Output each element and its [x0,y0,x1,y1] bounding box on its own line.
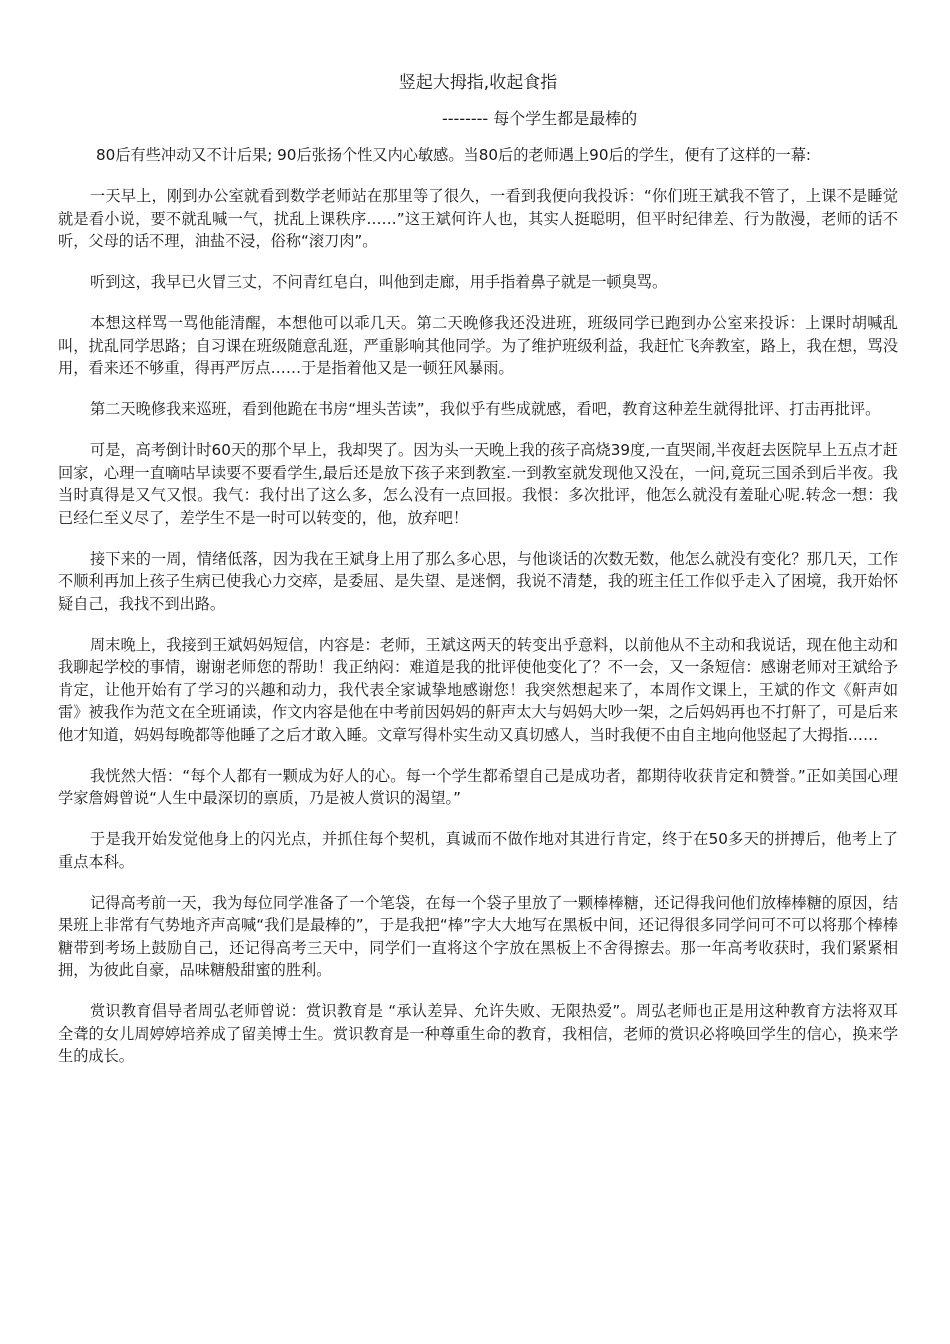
document-page [58,70,898,1086]
paragraph: 第二天晚修我来巡班，看到他跪在书房“埋头苦读”，我似乎有些成就感，看吧，教育这种差生就得批评、打击再批评。 [90,400,881,418]
document-title: 竖起大拇指,收起食指 [398,73,558,93]
paragraph: 记得高考前一天，我为每位同学准备了一个笔袋，在每一个袋子里放了一颗棒棒糖，还记得我问他们放棒棒糖的原因，结果班上非常有气势地齐声高喊“我们是最棒的”，于是我把“棒”字大大地写在黑板中间，还记得很多同学问可不可以将那个棒棒糖带到考场上鼓励自己，还记得高考三天中，同学们一直将这个字放在黑板上不舍得擦去。那一年高考收获时，我们紧紧相拥，为彼此自豪，品味糖般甜蜜的胜利。 [58,893,898,979]
paragraph: 80后有些冲动又不计后果; 90后张扬个性又内心敏感。当80后的老师遇上90后的学生，便有了这样的一幕: [96,146,812,164]
paragraph: 本想这样骂一骂他能清醒，本想他可以乖几天。第二天晚修我还没进班，班级同学已跑到办公室来投诉：上课时胡喊乱叫，扰乱同学思路；自习课在班级随意乱逛，严重影响其他同学。为了维护班级利益，我赶忙飞奔教室，路上，我在想，骂没用，看来还不够重，得再严厉点……于是指着他又是一顿狂风暴雨。 [58,314,898,377]
paragraph: 一天早上，刚到办公室就看到数学老师站在那里等了很久，一看到我便向我投诉：“你们班王斌我不管了，上课不是睡觉就是看小说，要不就乱喊一气，扰乱上课秩序……”这王斌何许人也，其实人挺聪明，但平时纪律差、行为散漫，老师的话不听，父母的话不理，油盐不浸，俗称“滚刀肉”。 [58,187,898,250]
paragraph: 赏识教育倡导者周弘老师曾说：赏识教育是 “承认差异、允许失败、无限热爱”。周弘老师也正是用这种教育方法将双耳全聋的女儿周婷婷培养成了留美博士生。赏识教育是一种尊重生命的教育，我相信，老师的赏识必将唤回学生的信心，换来学生的成长。 [58,1002,898,1065]
document-subtitle: -------- 每个学生都是最棒的 [442,109,638,128]
paragraph: 接下来的一周，情绪低落，因为我在王斌身上用了那么多心思，与他谈话的次数无数，他怎么就没有变化？那几天，工作不顺利再加上孩子生病已使我心力交瘁，是委屈、是失望、是迷惘，我说不清楚，我的班主任工作似乎走入了困境，我开始怀疑自己，我找不到出路。 [58,549,898,613]
paragraph: 听到这，我早已火冒三丈，不问青红皂白，叫他到走廊，用手指着鼻子就是一顿臭骂。 [90,273,668,291]
paragraph: 于是我开始发觉他身上的闪光点，并抓住每个契机，真诚而不做作地对其进行肯定，终于在50多天的拼搏后，他考上了重点本科。 [58,830,898,871]
paragraph: 可是，高考倒计时60天的那个早上，我却哭了。因为头一天晚上我的孩子高烧39度,一直哭闹,半夜赶去医院早上五点才赶回家，心理一直嘀咕早读要不要看学生,最后还是放下孩子来到教室.一到教室就发现他又没在，一问,竟玩三国杀到后半夜。我当时真得是又气又恨。我气：我付出了这么多，怎么没有一点回报。我恨：多次批评，他怎么就没有羞耻心呢.转念一想：我已经仁至义尽了，差学生不是一时可以转变的，他，放弃吧！ [58,441,898,527]
paragraph: 周末晚上，我接到王斌妈妈短信，内容是：老师，王斌这两天的转变出乎意料，以前他从不主动和我说话，现在他主动和我聊起学校的事情，谢谢老师您的帮助！我正纳闷：难道是我的批评使他变化了？不一会，又一条短信：感谢老师对王斌给予肯定，让他开始有了学习的兴趣和动力，我代表全家诚挚地感谢您！我突然想起来了，本周作文课上，王斌的作文《鼾声如雷》被我作为范文在全班诵读，作文内容是他在中考前因妈妈的鼾声太大与妈妈大吵一架，之后妈妈再也不打鼾了，可是后来他才知道，妈妈每晚都等他睡了之后才敢入睡。文章写得朴实生动又真切感人，当时我便不由自主地向他竖起了大拇指…… [58,635,898,744]
paragraph: 我恍然大悟：“每个人都有一颗成为好人的心。每一个学生都希望自己是成功者，都期待收获肯定和赞誉。”正如美国心理学家詹姆曾说“人生中最深切的禀质，乃是被人赏识的渴望。” [58,766,898,807]
